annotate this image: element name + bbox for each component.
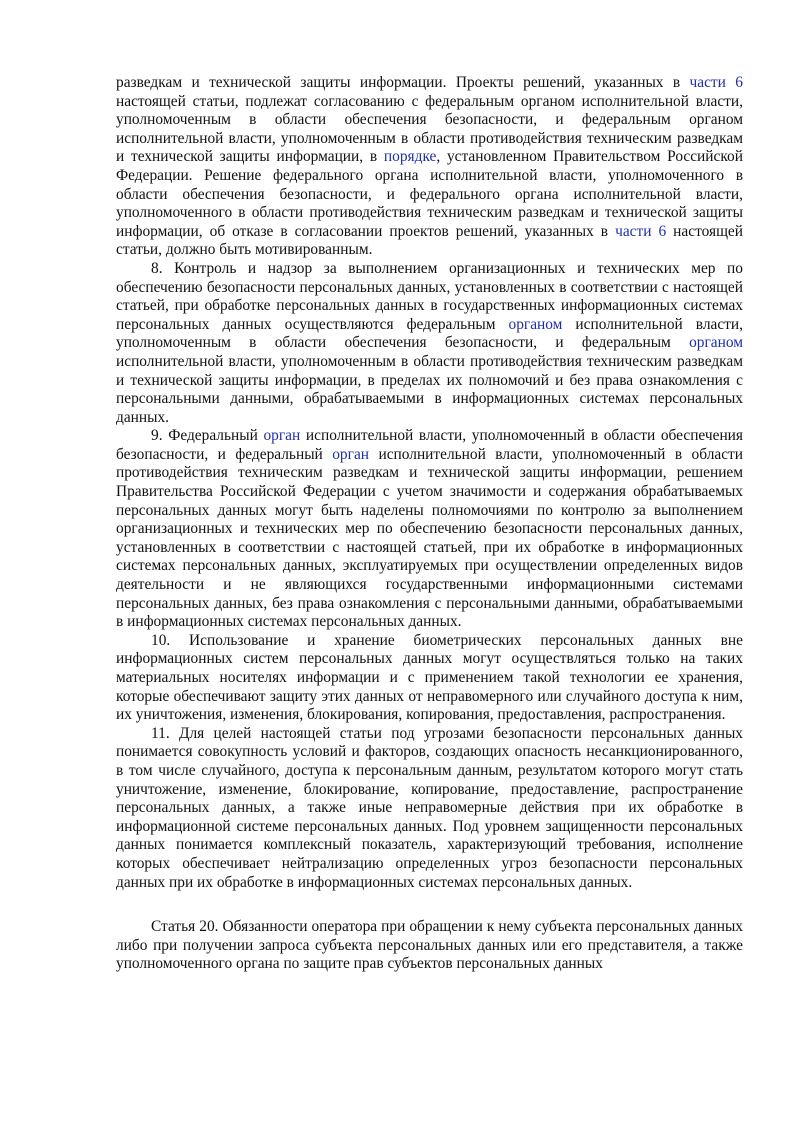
reference-link[interactable]: орган bbox=[332, 445, 370, 463]
document-page bbox=[116, 74, 743, 974]
paragraph-text: разведкам и технической защиты информации. Проекты решений, указанных в bbox=[116, 74, 690, 91]
paragraph-9 bbox=[116, 427, 743, 632]
reference-link[interactable]: органом bbox=[508, 315, 563, 333]
paragraph-text: исполнительной власти, уполномоченным в области противодействия техническим разведкам и технической защиты информации, в пределах их полномочий и без права ознакомления с персональными данными, обрабатываемыми в информационных системах персональных данных. bbox=[116, 352, 743, 426]
section-spacer bbox=[116, 892, 743, 918]
paragraph-8 bbox=[116, 260, 743, 427]
article-20-heading bbox=[116, 918, 743, 974]
paragraph-11 bbox=[116, 725, 743, 892]
paragraph-text: настоящей статьи, подлежат согласованию с федеральным органом исполнительной власти, уполномоченным в области обеспечения безопасности, и федеральным органом исполнительной власти, уполномоченным в области противодействия техническим разведкам и технической защиты информации, в bbox=[116, 92, 743, 166]
paragraph-text: 10. Использование и хранение биометрических персональных данных вне информационных систем персональных данных могут осуществляться только на таких материальных носителях информации и с применением такой технологии ее хранения, которые обеспечивают защиту этих данных от неправомерного или случайного доступа к ним, их уничтожения, изменения, блокирования, копирования, предоставления, распространения. bbox=[116, 631, 743, 724]
paragraph-text: Статья 20. Обязанности оператора при обращении к нему субъекта персональных данных либо при получении запроса субъекта персональных данных или его представителя, а также уполномоченного органа по защите прав субъектов персональных данных bbox=[116, 918, 743, 973]
reference-link[interactable]: орган bbox=[263, 427, 301, 445]
reference-link[interactable]: порядке bbox=[383, 148, 437, 166]
paragraph-10 bbox=[116, 632, 743, 725]
paragraph-text: 8. Контроль и надзор за выполнением организационных и технических мер по обеспечению безопасности персональных данных, установленных в соответствии с настоящей статьей, при обработке персональных данных в государственных информационных системах персональных данных осуществляются федеральным bbox=[116, 259, 743, 333]
paragraph-text: исполнительной власти, уполномоченный в области противодействия техническим разведкам и технической защиты информации, решением Правительства Российской Федерации с учетом значимости и содержания обрабатываемых персональных данных могут быть наделены полномочиями по контролю за выполнением организационных и технических мер по обеспечению безопасности персональных данных, установленных в соответствии с настоящей статьей, при их обработке в информационных системах персональных данных, эксплуатируемых при осуществлении определенных видов деятельности и не являющихся государственными информационными системами персональных данных, без права ознакомления с персональными данными, обрабатываемыми в информационных системах персональных данных. bbox=[116, 445, 743, 631]
paragraph-text: 9. Федеральный bbox=[151, 427, 264, 445]
paragraph-7-continuation bbox=[116, 74, 743, 260]
paragraph-text: , установленном Правительством Российской Федерации. Решение федерального органа исполнительной власти, уполномоченного в области обеспечения безопасности, и федерального органа исполнительной власти, уполномоченного в области противодействия техническим разведкам и технической защиты информации, об отказе в согласовании проектов решений, указанных в bbox=[116, 148, 743, 240]
reference-link[interactable]: органом bbox=[689, 334, 743, 352]
paragraph-text: исполнительной власти, уполномоченным в области обеспечения безопасности, и федеральным bbox=[116, 315, 743, 352]
paragraph-text: исполнительной власти, уполномоченный в области обеспечения безопасности, и федеральный bbox=[116, 427, 743, 463]
paragraph-text: настоящей статьи, должно быть мотивированным. bbox=[116, 222, 743, 259]
paragraph-text: 11. Для целей настоящей статьи под угрозами безопасности персональных данных понимается совокупность условий и факторов, создающих опасность несанкционированного, в том числе случайного, доступа к персональным данным, результатом которого могут стать уничтожение, изменение, блокирование, копирование, предоставление, распространение персональных данных, а также иные неправомерные действия при их обработке в информационной системе персональных данных. Под уровнем защищенности персональных данных понимается комплексный показатель, характеризующий требования, исполнение которых обеспечивает нейтрализацию определенных угроз безопасности персональных данных при их обработке в информационных системах персональных данных. bbox=[116, 724, 743, 891]
reference-link[interactable]: части 6 bbox=[689, 74, 743, 91]
reference-link[interactable]: части 6 bbox=[615, 222, 667, 240]
